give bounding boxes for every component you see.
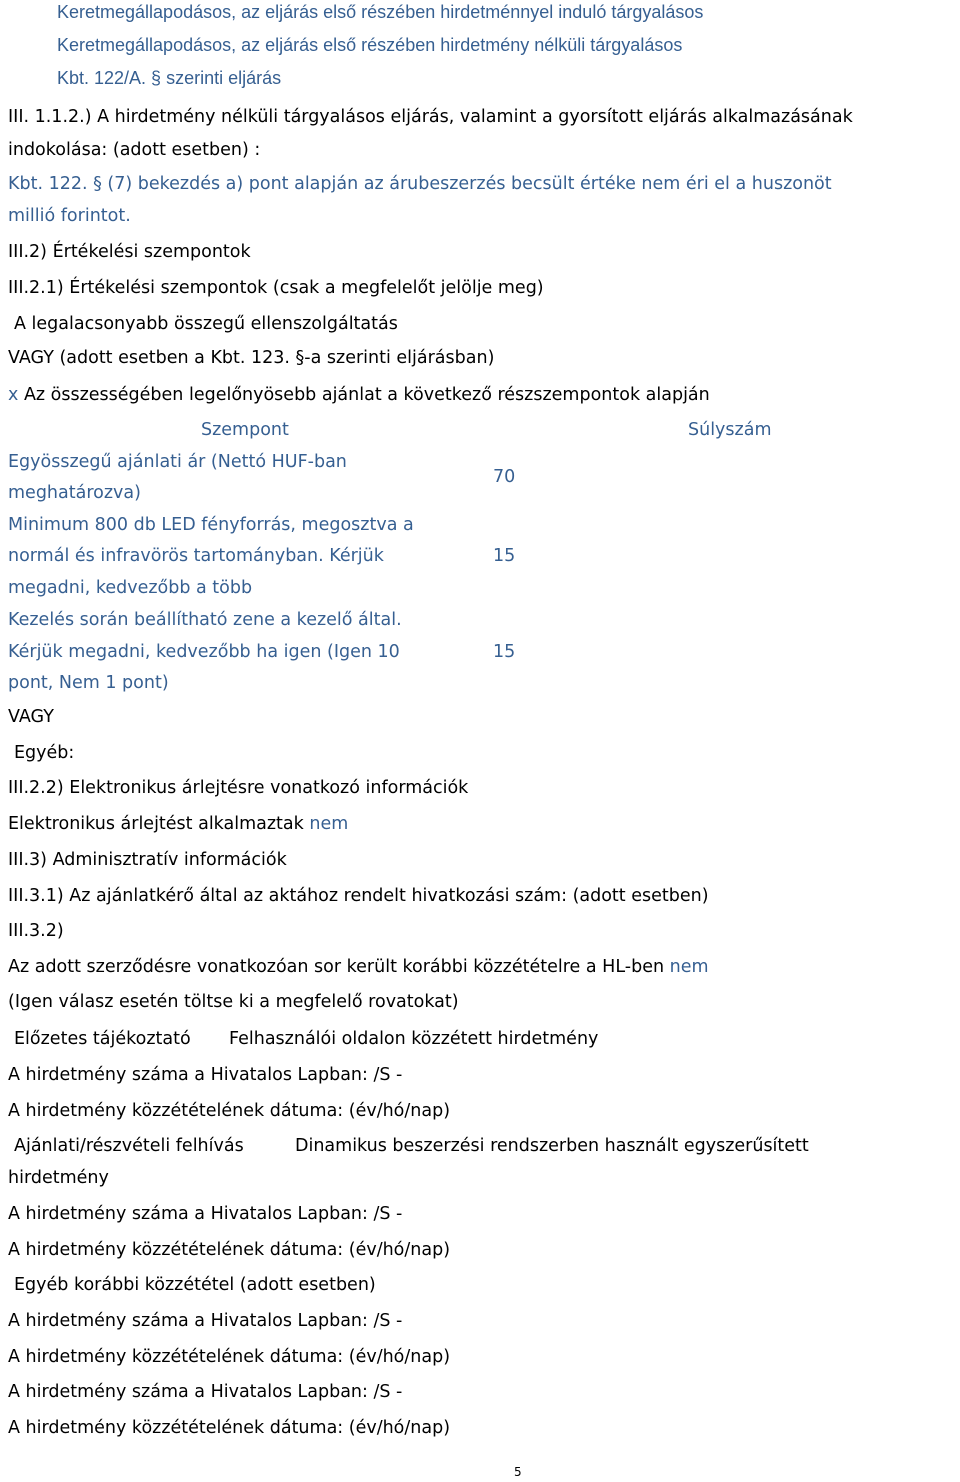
criterion-text: meghatározva) [8,483,141,503]
procedure-type-line: Kbt. 122/A. § szerinti eljárás [57,68,282,88]
previous-publication-label: Az adott szerződésre vonatkozóan sor került korábbi közzétételre a HL-ben [8,957,665,977]
notice-date-field: A hirdetmény közzétételének dátuma: (év/hó/nap) [8,1347,451,1367]
criterion-text: pont, Nem 1 pont) [8,673,169,693]
lowest-price-option: A legalacsonyabb összegű ellenszolgáltatás [14,314,398,334]
notice-number-field: A hirdetmény száma a Hivatalos Lapban: /S - [8,1382,403,1402]
notice-number-field: A hirdetmény száma a Hivatalos Lapban: /S - [8,1204,403,1224]
section-iii-3-1-heading: III.3.1) Az ajánlatkérő által az aktához rendelt hivatkozási szám: (adott esetben) [8,886,709,906]
criteria-header-weight: Súlyszám [688,420,772,440]
section-iii-2-1-heading: III.2.1) Értékelési szempontok (csak a megfelelőt jelölje meg) [8,278,544,298]
criterion-text: Egyösszegű ajánlati ár (Nettó HUF-ban [8,452,347,472]
procedure-type-line: Keretmegállapodásos, az eljárás első részében hirdetmény nélküli tárgyalásos [57,35,683,55]
notice-number-field: A hirdetmény száma a Hivatalos Lapban: /S - [8,1311,403,1331]
other-criteria-label: Egyéb: [14,743,75,763]
criterion-weight: 15 [493,642,516,662]
contract-notice-option: Ajánlati/részvételi felhívás [14,1136,244,1156]
previous-publication-value: nem [669,957,709,977]
e-auction-label: Elektronikus árlejtést alkalmaztak [8,814,304,834]
justification-text: millió forintot. [8,206,131,226]
section-title: ) A hirdetmény nélküli tárgyalásos eljárás, valamint a gyorsított eljárás alkalmazásának [84,107,853,127]
justification-label: indokolása: (adott esetben) : [8,140,261,160]
notice-date-field: A hirdetmény közzétételének dátuma: (év/hó/nap) [8,1101,451,1121]
section-iii-3-heading: III.3) Adminisztratív információk [8,850,287,870]
previous-publication-line [8,955,709,979]
procedure-type-line: Keretmegállapodásos, az eljárás első részében hirdetménnyel induló tárgyalásos [57,2,704,22]
section-iii-3-2-heading: III.3.2) [8,921,64,941]
notice-date-field: A hirdetmény közzétételének dátuma: (év/hó/nap) [8,1240,451,1260]
criterion-text: normál és infravörös tartományban. Kérjük [8,546,384,566]
other-previous-publication-option: Egyéb korábbi közzététel (adott esetben) [14,1275,376,1295]
e-auction-line [8,812,348,836]
criterion-text: Kezelés során beállítható zene a kezelő által. [8,610,402,630]
or-option: VAGY (adott esetben a Kbt. 123. §-a szerinti eljárásban) [8,348,495,368]
notice-number-field: A hirdetmény száma a Hivatalos Lapban: /S - [8,1065,403,1085]
selected-mark: x [8,385,19,405]
section-number: III. 1.1.2. [8,107,85,127]
prior-info-option: Előzetes tájékoztató [14,1029,191,1049]
page-number: 5 [514,1465,522,1479]
best-value-label: Az összességében legelőnyösebb ajánlat a következő részszempontok alapján [23,385,710,405]
criterion-weight: 15 [493,546,516,566]
section-iii-2-2-heading: III.2.2) Elektronikus árlejtésre vonatkozó információk [8,778,469,798]
or-separator: VAGY [8,707,54,727]
criterion-text: megadni, kedvezőbb a több [8,578,253,598]
criterion-weight: 70 [493,467,516,487]
e-auction-value: nem [309,814,349,834]
best-value-option [8,383,710,407]
criterion-text: Minimum 800 db LED fényforrás, megosztva a [8,515,414,535]
section-iii-1-1-2-heading [8,105,853,129]
section-iii-2-heading: III.2) Értékelési szempontok [8,242,251,262]
dps-notice-option-cont: hirdetmény [8,1168,109,1188]
justification-text: Kbt. 122. § (7) bekezdés a) pont alapján az árubeszerzés becsült értéke nem éri el a huszonöt [8,174,832,194]
instruction-note: (Igen válasz esetén töltse ki a megfelelő rovatokat) [8,992,459,1012]
notice-date-field: A hirdetmény közzétételének dátuma: (év/hó/nap) [8,1418,451,1438]
criterion-text: Kérjük megadni, kedvezőbb ha igen (Igen 10 [8,642,400,662]
dps-notice-option: Dinamikus beszerzési rendszerben használt egyszerűsített [295,1136,809,1156]
criteria-header-criterion: Szempont [201,420,289,440]
buyer-profile-option: Felhasználói oldalon közzétett hirdetmény [229,1029,599,1049]
